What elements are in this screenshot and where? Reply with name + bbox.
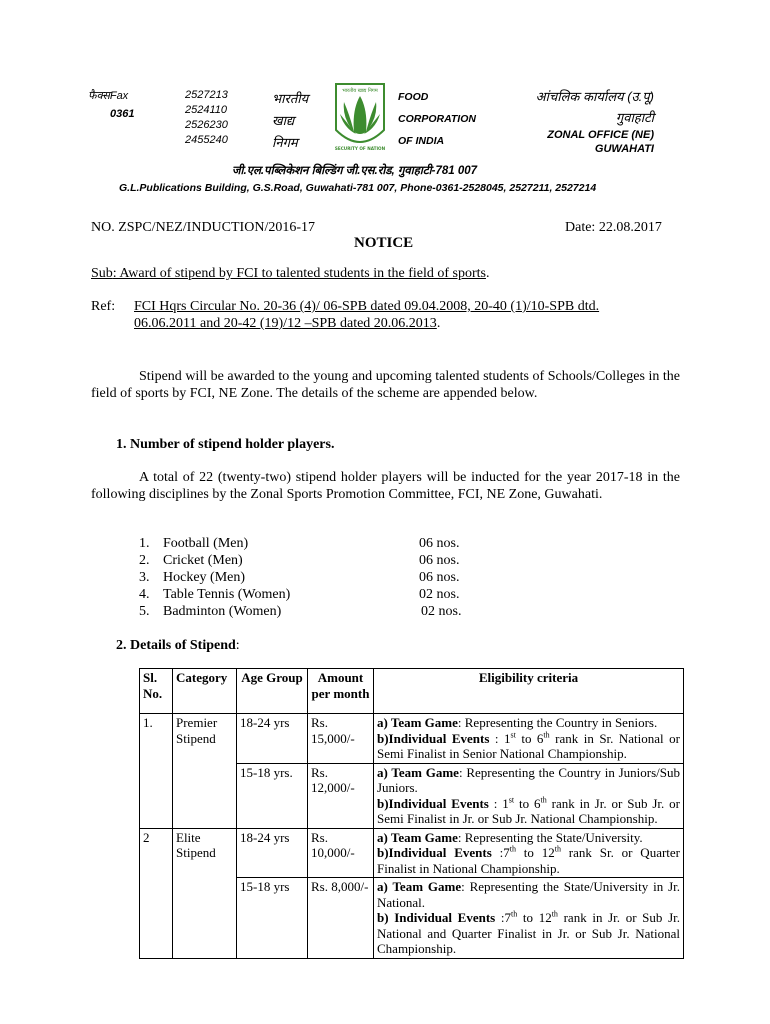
list-item-number: 5.	[139, 604, 150, 619]
office-city-hindi: गुवाहाटी	[615, 110, 654, 125]
list-item-count: 06 nos.	[419, 536, 460, 551]
criteria-a-label: a) Team Game	[377, 764, 459, 780]
criteria-b-text: rank in Jr. or Sub Jr. National and Quarter Finalist in Jr. or Sub Jr. National Championship.	[377, 910, 680, 956]
phone-number: 2455240	[185, 134, 228, 146]
ordinal-suffix: th	[554, 844, 561, 854]
office-english: ZONAL OFFICE (NE)	[547, 129, 654, 141]
ordinal-suffix: th	[540, 795, 547, 805]
list-item-name: Football (Men)	[163, 536, 249, 551]
notice-title: NOTICE	[354, 235, 414, 251]
section-2-title: 2. Details of Stipend	[116, 638, 236, 653]
list-item-name: Hockey (Men)	[163, 570, 246, 585]
criteria-a-text: : Representing the State/University.	[457, 829, 643, 845]
list-item	[139, 586, 469, 603]
subject-line: Sub: Award of stipend by FCI to talented students in the field of sports.	[91, 266, 490, 281]
cell-age: 18-24 yrs	[237, 828, 308, 878]
office-city-english: GUWAHATI	[594, 143, 654, 155]
criteria-b-text: : 1	[488, 795, 509, 811]
org-name-line: CORPORATION	[398, 113, 476, 125]
criteria-b-text: rank in Sr. National or Semi Finalist in Senior National Championship.	[377, 730, 680, 761]
cell-eligibility	[374, 763, 684, 828]
ordinal-suffix: th	[509, 844, 516, 854]
table-row	[140, 828, 684, 878]
org-name-hindi-line: निगम	[272, 135, 298, 150]
header-sl-no: Sl. No.	[140, 669, 173, 714]
list-item-count: 02 nos.	[419, 587, 460, 602]
discipline-list	[139, 535, 469, 620]
criteria-b-label: b)Individual Events	[377, 730, 490, 746]
phone-numbers	[185, 88, 228, 148]
phone-number: 2524110	[185, 104, 228, 116]
list-item-count: 06 nos.	[419, 553, 460, 568]
phone-number: 2526230	[185, 119, 228, 131]
cell-category	[173, 763, 237, 828]
org-name-hindi	[272, 88, 308, 154]
list-item	[139, 603, 469, 620]
table-row	[140, 763, 684, 828]
criteria-b-text: rank Sr. or Quarter Finalist in National Championship.	[377, 845, 680, 876]
intro-paragraph: Stipend will be awarded to the young and upcoming talented students of Schools/Colleges in the field of sports by FCI, NE Zone. The details of the scheme are appended below.	[91, 369, 680, 401]
logo-hindi-text: भारतीय खाद्य निगम	[342, 88, 378, 94]
criteria-a-text: : Representing the State/University in Jr. National.	[377, 879, 681, 910]
criteria-b-text: rank in Jr. or Sub Jr. or Semi Finalist in Jr. or Sub Jr. National Championship.	[377, 795, 680, 826]
phone-number: 2527213	[185, 89, 228, 101]
criteria-b-label: b) Individual Events	[377, 910, 496, 925]
stipend-table	[139, 668, 684, 959]
list-item-name: Table Tennis (Women)	[163, 587, 291, 602]
fci-logo-icon	[330, 80, 390, 156]
list-item-count: 02 nos.	[421, 604, 462, 619]
fax-code: 0361	[110, 108, 135, 120]
cell-sl	[140, 878, 173, 959]
cell-category: Premier Stipend	[173, 714, 237, 764]
cell-age: 15-18 yrs	[237, 878, 308, 959]
list-item-count: 06 nos.	[419, 570, 460, 585]
cell-eligibility	[374, 878, 684, 959]
cell-amount: Rs. 12,000/-	[308, 763, 374, 828]
header-category: Category	[173, 669, 237, 714]
criteria-b-text: to 6	[514, 795, 541, 811]
list-item	[139, 552, 469, 569]
header-age-group: Age Group	[237, 669, 308, 714]
cell-sl: 1.	[140, 714, 173, 764]
ref-line-1: FCI Hqrs Circular No. 20-36 (4)/ 06-SPB dated 09.04.2008, 20-40 (1)/10-SPB dtd.	[134, 299, 600, 314]
header-amount: Amount per month	[308, 669, 374, 714]
criteria-b-text: : 1	[489, 730, 511, 746]
subject-text: : Award of stipend by FCI to talented students in the field of sports	[112, 266, 486, 281]
cell-sl	[140, 763, 173, 828]
header-eligibility: Eligibility criteria	[374, 669, 684, 714]
ref-label: Ref:	[91, 299, 116, 314]
list-item	[139, 569, 469, 586]
criteria-a-text: : Representing the Country in Juniors/Sub Juniors.	[377, 764, 680, 795]
org-name-line: OF INDIA	[398, 135, 445, 147]
cell-amount: Rs. 15,000/-	[308, 714, 374, 764]
cell-category	[173, 878, 237, 959]
criteria-a-text: : Representing the Country in Seniors.	[457, 715, 658, 730]
list-item-number: 1.	[139, 536, 150, 551]
table-header-row	[140, 669, 684, 714]
section-1-heading: 1. Number of stipend holder players.	[116, 437, 335, 452]
table-row	[140, 714, 684, 764]
ordinal-suffix: st	[508, 795, 515, 805]
list-item-number: 3.	[139, 570, 150, 585]
ref-line-2: 06.06.2011 and 20-42 (19)/12 –SPB dated 20.06.2013	[134, 316, 437, 331]
table-row	[140, 878, 684, 959]
criteria-b-label: b)Individual Events	[377, 795, 489, 811]
cell-eligibility	[374, 714, 684, 764]
reference-number: NO. ZSPC/NEZ/INDUCTION/2016-17	[91, 220, 315, 235]
section-2-heading: 2. Details of Stipend:	[116, 638, 240, 653]
fax-label: फैक्सFax	[88, 90, 129, 102]
ordinal-suffix: th	[511, 909, 518, 919]
cell-amount: Rs. 10,000/-	[308, 828, 374, 878]
notice-date: Date: 22.08.2017	[565, 220, 662, 235]
list-item-name: Cricket (Men)	[163, 553, 243, 568]
criteria-b-text: :7	[495, 910, 512, 925]
cell-category: Elite Stipend	[173, 828, 237, 878]
criteria-b-text: :7	[491, 845, 510, 860]
list-item-number: 4.	[139, 587, 150, 602]
criteria-b-text: to 12	[517, 910, 552, 925]
criteria-b-text: to 12	[515, 845, 555, 860]
address-hindi: जी.एल.पब्लिकेशन बिल्डिंग जी.एस.रोड, गुवाहाटी-781 007	[232, 165, 478, 177]
ref-text: FCI Hqrs Circular No. 20-36 (4)/ 06-SPB dated 09.04.2008, 20-40 (1)/10-SPB dtd. 06.06.2011 and 20-42 (19)/12 –SPB dated 20.06.2013.	[134, 298, 680, 332]
zonal-office	[520, 86, 654, 156]
cell-amount: Rs. 8,000/-	[308, 878, 374, 959]
list-item	[139, 535, 469, 552]
cell-age: 18-24 yrs	[237, 714, 308, 764]
office-hindi: आंचलिक कार्यालय (उ.पू)	[535, 89, 654, 104]
cell-sl: 2	[140, 828, 173, 878]
criteria-b-text: to 6	[515, 730, 544, 746]
criteria-a-label: a) Team Game	[377, 715, 458, 730]
org-name-line: FOOD	[398, 91, 429, 103]
criteria-a-label: a) Team Game	[377, 829, 458, 845]
criteria-a-label: a) Team Game	[377, 879, 462, 894]
criteria-b-label: b)Individual Events	[377, 845, 492, 860]
ordinal-suffix: th	[551, 909, 558, 919]
cell-eligibility	[374, 828, 684, 878]
address-english: G.L.Publications Building, G.S.Road, Guwahati-781 007, Phone-0361-2528045, 2527211, 2527214	[119, 182, 597, 194]
subject-label: Sub	[91, 266, 113, 281]
org-name-english	[398, 86, 476, 152]
org-name-hindi-line: भारतीय	[272, 91, 309, 106]
list-item-number: 2.	[139, 553, 150, 568]
logo-motto-text: SECURITY OF NATION	[334, 146, 386, 151]
section-1-paragraph: A total of 22 (twenty-two) stipend holder players will be inducted for the year 2017-18 in the following disciplines by the Zonal Sports Promotion Committee, FCI, NE Zone, Guwahati.	[91, 470, 680, 502]
org-name-hindi-line: खाद्य	[272, 113, 295, 128]
ordinal-suffix: th	[543, 730, 550, 740]
list-item-name: Badminton (Women)	[163, 604, 282, 619]
ordinal-suffix: st	[510, 730, 516, 740]
cell-age: 15-18 yrs.	[237, 763, 308, 828]
